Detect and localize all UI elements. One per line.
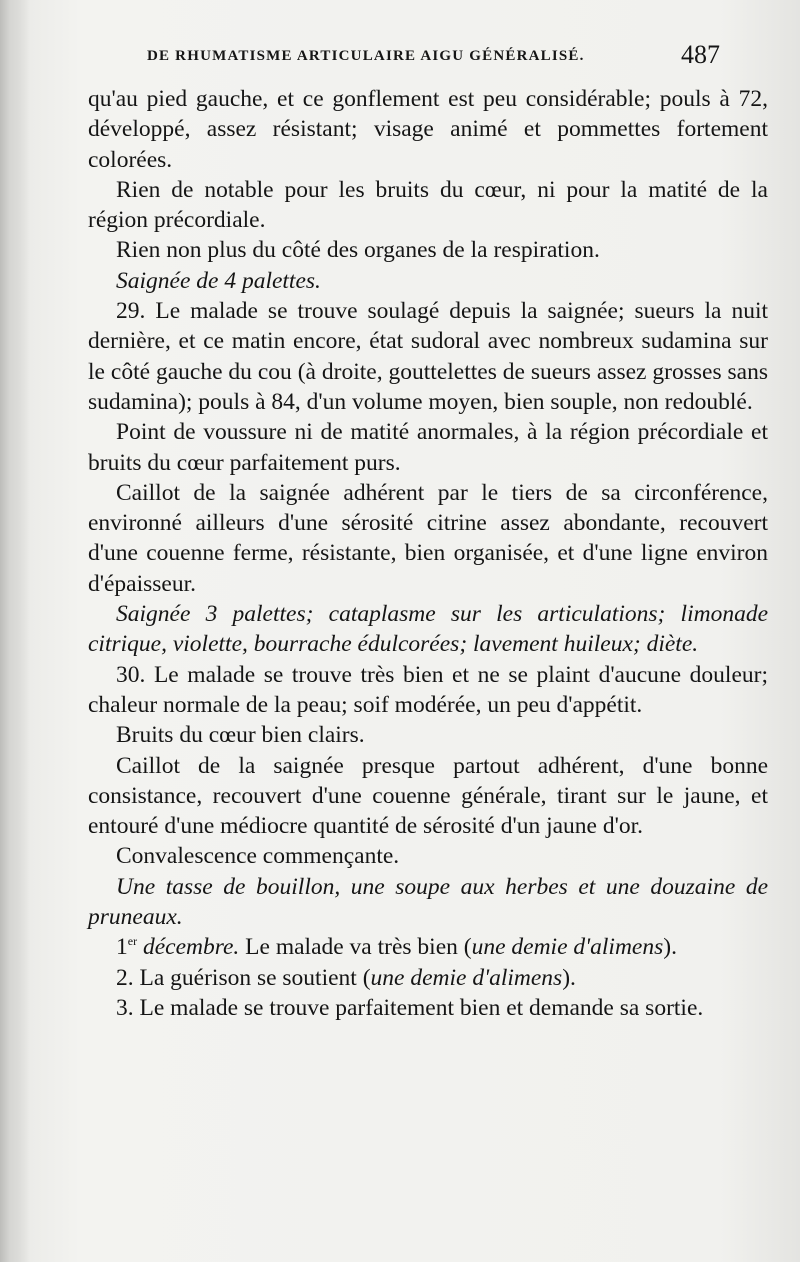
entry-december-1: [88, 932, 768, 962]
entry-end: ).: [663, 934, 677, 961]
entry-text: 2. La guérison se soutient (: [116, 964, 371, 991]
running-title: DE RHUMATISME ARTICULAIRE AIGU GÉNÉRALISÉ.: [147, 48, 585, 64]
paragraph-clot-2: Caillot de la saignée presque partout adhérent, d'une bonne consistance, recouvert d'une couenne générale, tirant sur le jaune, et entouré d'une médiocre quantité de sérosité d'un jaune d'or.: [88, 752, 768, 840]
paragraph-heart-sounds: Rien de notable pour les bruits du cœur, ni pour la matité de la région précordiale.: [88, 176, 768, 234]
paragraph-heart-clear: Bruits du cœur bien clairs.: [116, 722, 365, 749]
paragraph-precordial: Point de voussure ni de matité anormales, à la région précordiale et bruits du cœur parfaitement purs.: [88, 419, 768, 476]
page-fold-shadow: [0, 0, 30, 1262]
paragraph-clot-1: Caillot de la saignée adhérent par le tiers de sa circonférence, environné ailleurs d'une sérosité citrine assez abondante, recouvert d'une couenne ferme, résistante, bien organisée, et d'une ligne environ d'épaisseur.: [88, 479, 768, 597]
paragraph-respiration: Rien non plus du côté des organes de la respiration.: [116, 237, 600, 264]
entry-day-29: 29. Le malade se trouve soulagé depuis la saignée; sueurs la nuit dernière, et ce matin encore, état sudoral avec nombreux sudamina sur le côté gauche du cou (à droite, gouttelettes de sueurs assez grosses sans sudamina); pouls à 84, d'un volume moyen, bien souple, non redoublé.: [88, 298, 768, 415]
entry-diet: une demie d'alimens: [370, 964, 563, 991]
entry-end: ).: [562, 964, 576, 991]
entry-december-3: 3. Le malade se trouve parfaitement bien et demande sa sortie.: [116, 994, 704, 1021]
entry-day-30: 30. Le malade se trouve très bien et ne se plaint d'aucune douleur; chaleur normale de la peau; soif modérée, un peu d'appétit.: [88, 661, 768, 718]
prescription-bleeding-3: Saignée 3 palettes; cataplasme sur les articulations; limonade citrique, violette, bourrache édulcorées; lavement huileux; diète.: [88, 601, 768, 658]
date-day: 1: [116, 934, 128, 961]
page-number: 487: [681, 40, 720, 69]
page-body: [88, 84, 768, 1023]
paragraph-continued: qu'au pied gauche, et ce gonflement est peu considérable; pouls à 72, développé, assez résistant; visage animé et pommettes fortement colorées.: [88, 86, 768, 173]
entry-december-2: [88, 963, 768, 993]
entry-text: Le malade va très bien (: [239, 934, 472, 961]
prescription-diet: Une tasse de bouillon, une soupe aux herbes et une douzaine de pruneaux.: [88, 873, 768, 931]
date-month: décembre.: [142, 934, 240, 961]
paragraph-convalescence: Convalescence commençante.: [116, 843, 400, 870]
date-ordinal: er: [127, 934, 138, 949]
entry-diet: une demie d'alimens: [471, 934, 664, 961]
prescription-bleeding-4: Saignée de 4 palettes.: [116, 267, 321, 294]
running-header: [135, 40, 720, 74]
